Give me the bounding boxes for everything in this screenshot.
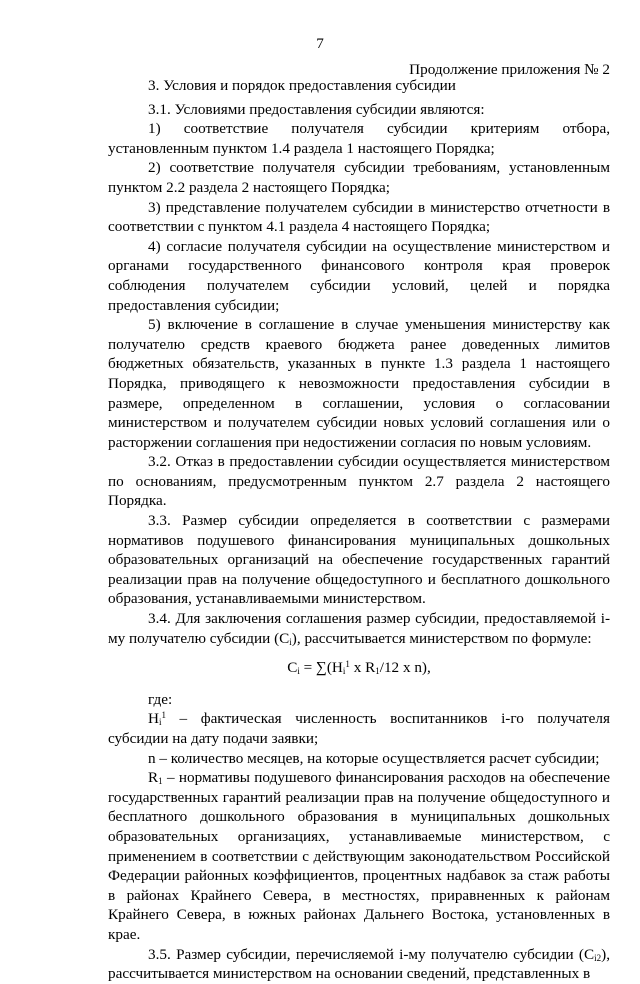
condition-item-2: 2) соответствие получателя субсидии требованиям, установленным пунктом 2.2 раздела 2 настоящего Порядка; bbox=[108, 159, 610, 196]
paragraph-3-1: 3.1. Условиями предоставления субсидии являются: bbox=[148, 100, 485, 118]
paragraph-3-5: 3.5. Размер субсидии, перечисляемой i-му получателю субсидии $(C_{i2})$, рассчитывается министерством на основании сведений, представленных в bbox=[108, 945, 610, 983]
page-number: 7 bbox=[316, 35, 324, 52]
subsidy-formula: $C_i = \sum(H_i^1$ x $R_1/12$ x n), bbox=[287, 659, 431, 677]
definition-n: n – количество месяцев, на которые осуществляется расчет субсидии; bbox=[148, 749, 600, 767]
condition-item-5: 5) включение в соглашение в случае уменьшения министерству как получателю средств краевого бюджета ранее доведенных лимитов бюджетных обязательств, указанных в пункте 1.3 раздела 1 настоящего Порядка, приводящего к невозможности предоставления субсидии в размере, определенном в соглашении, условия о согласовании министерством и получателем субсидии новых условий соглашения или о расторжении соглашения при недостижении согласия по новым условиям. bbox=[108, 316, 610, 451]
condition-item-4: 4) согласие получателя субсидии на осуществление министерством и органами государственного финансового контроля края проверок соблюдения получателем субсидии условий, целей и порядка предоставления субсидии; bbox=[108, 237, 610, 314]
condition-item-1: 1) соответствие получателя субсидии критериям отбора, установленным пунктом 1.4 раздела 1 настоящего Порядка; bbox=[108, 120, 610, 157]
paragraph-3-2: 3.2. Отказ в предоставлении субсидии осуществляется министерством по основаниям, предусмотренным пунктом 2.7 раздела 2 настоящего Порядка. bbox=[108, 453, 610, 510]
definition-h: $H_i^1$ – фактическая численность воспитанников i-го получателя субсидии на дату подачи заявки; bbox=[108, 710, 610, 747]
paragraph-3-3: 3.3. Размер субсидии определяется в соответствии с размерами нормативов подушевого финансирования муниципальных дошкольных образовательных организаций на обеспечение государственных гарантий реализации прав на получение общедоступного и бесплатного дошкольного образования, устанавливаемыми министерством. bbox=[108, 512, 610, 608]
paragraph-3-4: 3.4. Для заключения соглашения размер субсидии, предоставляемой i-му получателю субсидии $(C_i)$, рассчитывается министерством по формуле: bbox=[108, 610, 610, 647]
condition-item-3: 3) представление получателем субсидии в министерство отчетности в соответствии с пунктом 4.1 раздела 4 настоящего Порядка; bbox=[108, 198, 610, 236]
appendix-continuation-note: Продолжение приложения № 2 bbox=[409, 61, 610, 78]
section-title: 3. Условия и порядок предоставления субсидии bbox=[148, 77, 456, 94]
formula-where-label: где: bbox=[148, 690, 173, 708]
definition-r: $R_1$ – нормативы подушевого финансирования расходов на обеспечение государственных гарантий реализации прав на получение общедоступного и бесплатного дошкольного образования в муниципальных дошкольных образовательных организациях, устанавливаемые министерством, с применением в соответствии с действующим законодательством Российской Федерации районных коэффициентов, процентных надбавок за стаж работы в районах Крайнего Севера, в местностях, приравненных к районам Крайнего Севера, в южных районах Дальнего Востока, установленных в крае. bbox=[108, 769, 610, 943]
document-body bbox=[108, 76, 610, 984]
